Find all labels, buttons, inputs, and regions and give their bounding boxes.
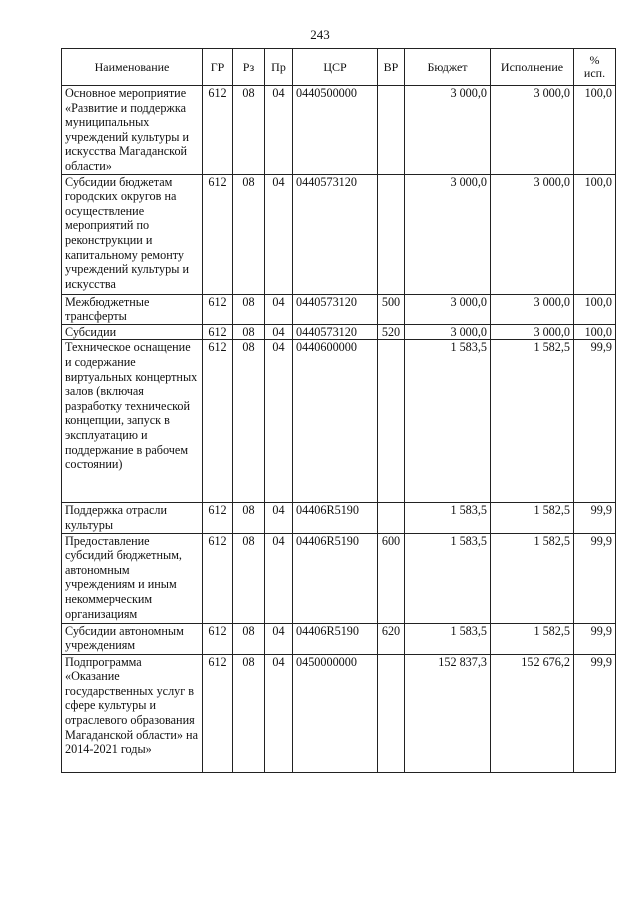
row-percent: 100,0 bbox=[574, 86, 616, 175]
row-gr: 612 bbox=[203, 294, 233, 324]
row-rz: 08 bbox=[233, 533, 265, 623]
row-pr: 04 bbox=[265, 340, 293, 503]
row-csr: 04406R5190 bbox=[293, 503, 378, 533]
row-pr: 04 bbox=[265, 324, 293, 340]
row-rz: 08 bbox=[233, 86, 265, 175]
row-budget: 3 000,0 bbox=[405, 174, 491, 294]
row-pr: 04 bbox=[265, 503, 293, 533]
row-budget: 1 583,5 bbox=[405, 503, 491, 533]
row-name: Субсидии автономным учреждениям bbox=[62, 623, 203, 654]
row-budget: 1 583,5 bbox=[405, 533, 491, 623]
row-vr bbox=[378, 174, 405, 294]
row-rz: 08 bbox=[233, 294, 265, 324]
header-rz: Рз bbox=[233, 49, 265, 86]
row-name: Субсидии бюджетам городских округов на осуществление мероприятий по реконструкции и капитальному ремонту учреждений культуры и искусства bbox=[62, 174, 203, 294]
row-vr: 600 bbox=[378, 533, 405, 623]
row-gr: 612 bbox=[203, 174, 233, 294]
row-percent: 100,0 bbox=[574, 294, 616, 324]
row-pr: 04 bbox=[265, 623, 293, 654]
row-percent: 99,9 bbox=[574, 654, 616, 772]
row-rz: 08 bbox=[233, 174, 265, 294]
row-csr: 0440600000 bbox=[293, 340, 378, 503]
row-csr: 0440573120 bbox=[293, 174, 378, 294]
row-execution: 3 000,0 bbox=[491, 174, 574, 294]
row-pr: 04 bbox=[265, 86, 293, 175]
row-budget: 3 000,0 bbox=[405, 294, 491, 324]
row-budget: 3 000,0 bbox=[405, 86, 491, 175]
table-row bbox=[62, 294, 616, 324]
table-row bbox=[62, 86, 616, 175]
page-number: 243 bbox=[310, 27, 330, 42]
row-name: Поддержка отрасли культуры bbox=[62, 503, 203, 533]
row-rz: 08 bbox=[233, 503, 265, 533]
header-percent bbox=[574, 49, 616, 86]
row-gr: 612 bbox=[203, 340, 233, 503]
table-row bbox=[62, 533, 616, 623]
header-percent-sign: % bbox=[589, 53, 600, 67]
table-row bbox=[62, 623, 616, 654]
row-execution: 152 676,2 bbox=[491, 654, 574, 772]
header-percent-label: исп. bbox=[583, 66, 606, 80]
row-rz: 08 bbox=[233, 654, 265, 772]
row-execution: 1 582,5 bbox=[491, 340, 574, 503]
row-percent: 99,9 bbox=[574, 623, 616, 654]
row-csr: 04406R5190 bbox=[293, 533, 378, 623]
row-execution: 3 000,0 bbox=[491, 324, 574, 340]
row-vr bbox=[378, 86, 405, 175]
row-pr: 04 bbox=[265, 533, 293, 623]
row-name: Подпрограмма «Оказание государственных услуг в сфере культуры и отраслевого образования Магаданской области» на 2014-2021 годы» bbox=[62, 654, 203, 772]
row-csr: 04406R5190 bbox=[293, 623, 378, 654]
header-vr: ВР bbox=[378, 49, 405, 86]
header-csr: ЦСР bbox=[293, 49, 378, 86]
row-percent: 99,9 bbox=[574, 340, 616, 503]
row-budget: 1 583,5 bbox=[405, 340, 491, 503]
header-execution: Исполнение bbox=[491, 49, 574, 86]
row-rz: 08 bbox=[233, 623, 265, 654]
header-gr: ГР bbox=[203, 49, 233, 86]
row-percent: 100,0 bbox=[574, 324, 616, 340]
budget-execution-table bbox=[61, 48, 616, 773]
table-row bbox=[62, 654, 616, 772]
row-vr: 500 bbox=[378, 294, 405, 324]
row-gr: 612 bbox=[203, 623, 233, 654]
table-row bbox=[62, 503, 616, 533]
row-gr: 612 bbox=[203, 654, 233, 772]
table-row bbox=[62, 324, 616, 340]
row-csr: 0440500000 bbox=[293, 86, 378, 175]
row-percent: 99,9 bbox=[574, 503, 616, 533]
row-pr: 04 bbox=[265, 294, 293, 324]
row-gr: 612 bbox=[203, 503, 233, 533]
header-budget: Бюджет bbox=[405, 49, 491, 86]
row-vr: 620 bbox=[378, 623, 405, 654]
row-name: Субсидии bbox=[62, 324, 203, 340]
row-csr: 0440573120 bbox=[293, 324, 378, 340]
row-name: Основное мероприятие «Развитие и поддержка муниципальных учреждений культуры и искусства Магаданской области» bbox=[62, 86, 203, 175]
row-percent: 99,9 bbox=[574, 533, 616, 623]
row-csr: 0450000000 bbox=[293, 654, 378, 772]
header-name: Наименование bbox=[62, 49, 203, 86]
row-execution: 1 582,5 bbox=[491, 503, 574, 533]
row-vr: 520 bbox=[378, 324, 405, 340]
row-gr: 612 bbox=[203, 533, 233, 623]
row-budget: 1 583,5 bbox=[405, 623, 491, 654]
row-budget: 152 837,3 bbox=[405, 654, 491, 772]
row-vr bbox=[378, 654, 405, 772]
row-gr: 612 bbox=[203, 86, 233, 175]
row-pr: 04 bbox=[265, 174, 293, 294]
row-name: Межбюджетные трансферты bbox=[62, 294, 203, 324]
table-row bbox=[62, 340, 616, 503]
row-vr bbox=[378, 503, 405, 533]
row-budget: 3 000,0 bbox=[405, 324, 491, 340]
row-execution: 1 582,5 bbox=[491, 533, 574, 623]
row-pr: 04 bbox=[265, 654, 293, 772]
row-execution: 3 000,0 bbox=[491, 86, 574, 175]
row-vr bbox=[378, 340, 405, 503]
row-rz: 08 bbox=[233, 340, 265, 503]
row-name: Предоставление субсидий бюджетным, автономным учреждениям и иным некоммерческим организациям bbox=[62, 533, 203, 623]
row-name: Техническое оснащение и содержание виртуальных концертных залов (включая разработку технической концепции, запуск в эксплуатацию и поддержание в рабочем состоянии) bbox=[62, 340, 203, 503]
table-header-row bbox=[62, 49, 616, 86]
row-execution: 3 000,0 bbox=[491, 294, 574, 324]
row-rz: 08 bbox=[233, 324, 265, 340]
header-pr: Пр bbox=[265, 49, 293, 86]
row-gr: 612 bbox=[203, 324, 233, 340]
table-row bbox=[62, 174, 616, 294]
row-execution: 1 582,5 bbox=[491, 623, 574, 654]
row-percent: 100,0 bbox=[574, 174, 616, 294]
row-csr: 0440573120 bbox=[293, 294, 378, 324]
